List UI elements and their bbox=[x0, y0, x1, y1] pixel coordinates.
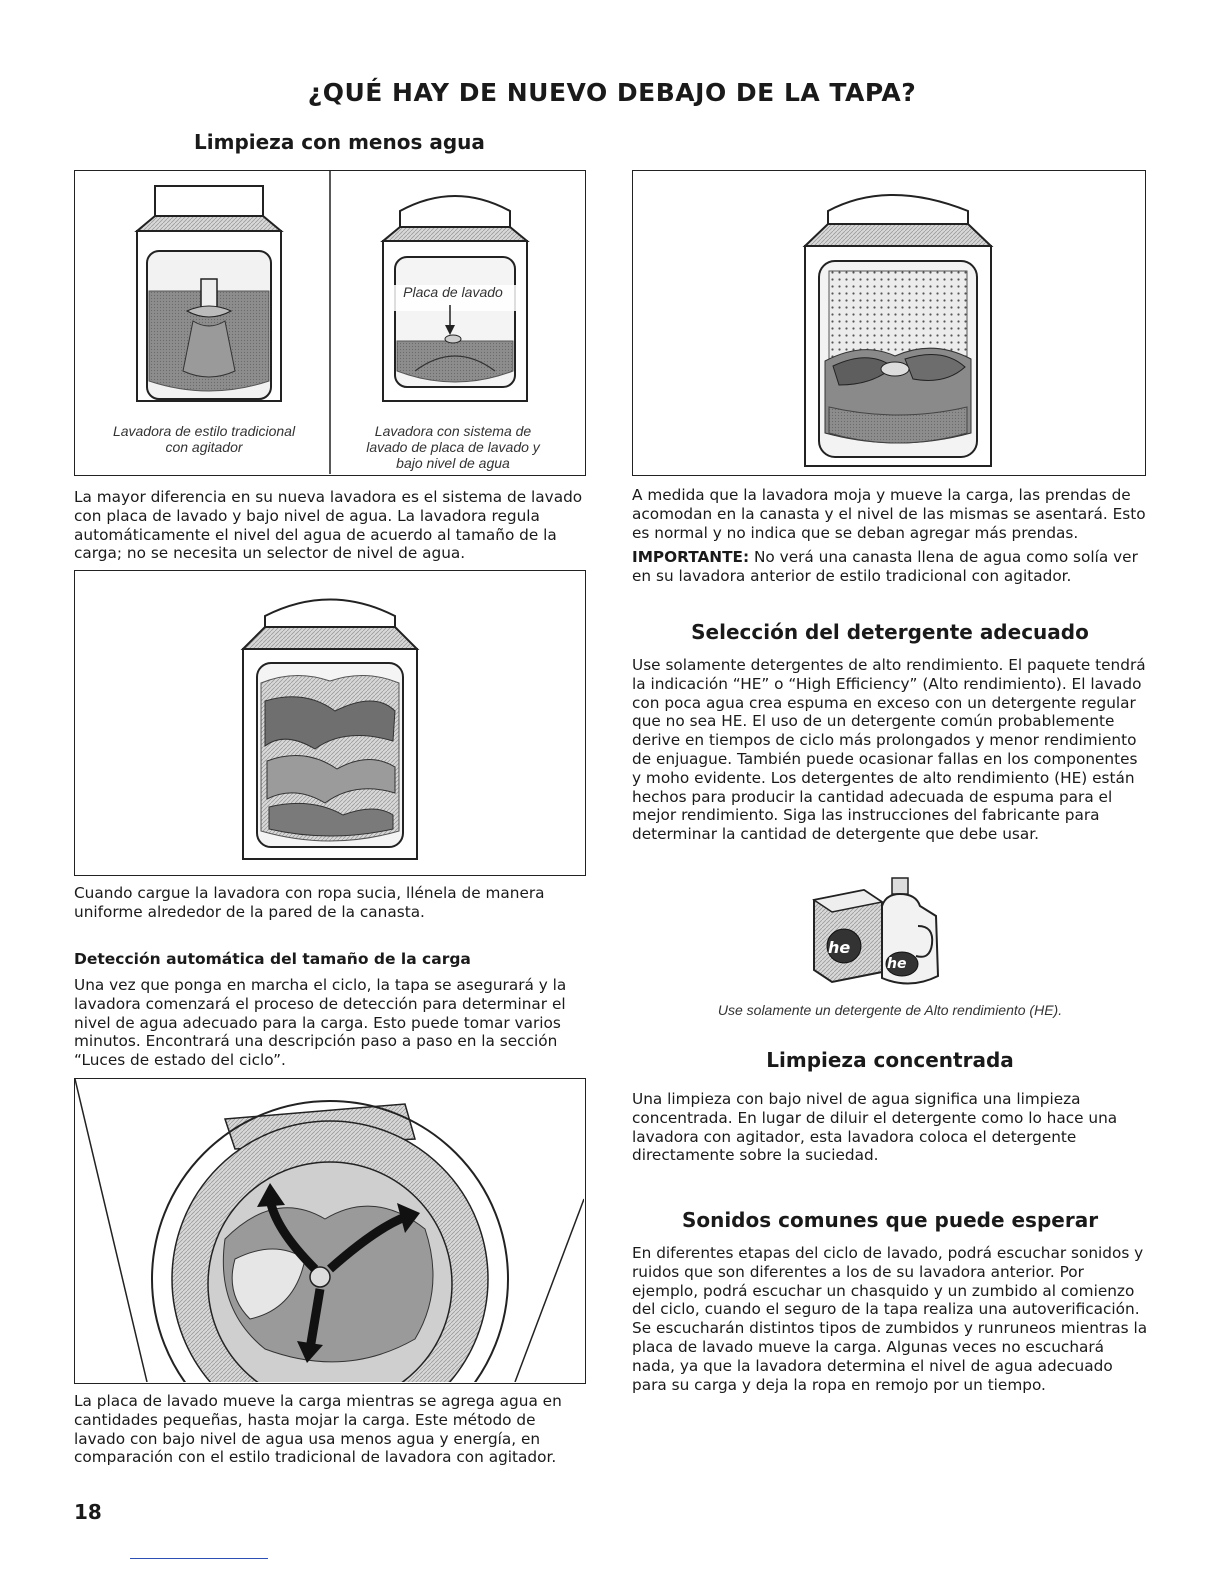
he-logo-bottle: he bbox=[887, 956, 907, 972]
paragraph-detergent: Use solamente detergentes de alto rendimiento. El paquete tendrá la indicación “HE” o “High Efficiency” (Alto rendimiento). El lavado con poca agua crea espuma en exceso con un detergente regular que no sea HE. El uso de un detergente común probablemente derive en tiempos de ciclo más prolongados y menor rendimiento de enjuague. También puede ocasionar fallas en los componentes y moho evidente. Los detergentes de alto rendimiento (HE) están hechos para producir la cantidad adecuada de espuma para el mejor rendimiento. Siga las instrucciones del fabricante para determinar la cantidad de detergente que debe usar. bbox=[632, 656, 1146, 844]
page-number: 18 bbox=[74, 1500, 102, 1524]
important-text: No verá una canasta llena de agua como solía ver en su lavadora anterior de estilo tradicional con agitador. bbox=[632, 548, 1138, 585]
figure-loaded-washer bbox=[74, 570, 586, 876]
paragraph-important bbox=[632, 548, 1148, 586]
traditional-washer-icon bbox=[137, 186, 281, 401]
paragraph-wash-plate-moves: La placa de lavado mueve la carga mientras se agrega agua en cantidades pequeñas, hasta mojar la carga. Este método de lavado con bajo nivel de agua usa menos agua y energía, en comparación con el estilo tradicional de lavadora con agitador. bbox=[74, 1392, 562, 1467]
paragraph-sounds: En diferentes etapas del ciclo de lavado, podrá escuchar sonidos y ruidos que son diferentes a los de su lavadora anterior. Por ejemplo, podrá escuchar un chasquido y un zumbido al comienzo del ciclo, cuando el seguro de la tapa realiza una autoverificación. Se escucharán distintos tipos de zumbidos y runruneos mientras la placa de lavado mueve la carga. Algunas veces no escuchará nada, ya que la lavadora determina el nivel de agua adecuado para su carga y deja la ropa en remojo por un tiempo. bbox=[632, 1244, 1148, 1394]
figure-settled-load bbox=[632, 170, 1146, 476]
figure-washer-comparison bbox=[74, 170, 586, 476]
caption-he-detergent: Use solamente un detergente de Alto rendimiento (HE). bbox=[717, 1002, 1063, 1018]
caption-low-water-washer: Lavadora con sistema de lavado de placa de lavado y bajo nivel de agua bbox=[366, 423, 540, 471]
footer-rule bbox=[130, 1558, 268, 1559]
paragraph-main-difference: La mayor diferencia en su nueva lavadora es el sistema de lavado con placa de lavado y bajo nivel de agua. La lavadora regula automáticamente el nivel del agua de acuerdo al tamaño de la carga; no se necesita un selector de nivel de agua. bbox=[74, 488, 583, 563]
callout-wash-plate: Placa de lavado bbox=[403, 284, 503, 300]
figure-wash-plate-motion bbox=[74, 1078, 586, 1384]
section-heading-detergent: Selección del detergente adecuado bbox=[691, 620, 1089, 644]
page-title: ¿QUÉ HAY DE NUEVO DEBAJO DE LA TAPA? bbox=[307, 78, 917, 107]
settled-load-illustration bbox=[633, 171, 1144, 474]
paragraph-load-settles: A medida que la lavadora moja y mueve la carga, las prendas de acomodan en la canasta y el nivel de las mismas se asentará. Esto es normal y no indica que se deban agregar más prendas. bbox=[632, 486, 1146, 542]
important-label: IMPORTANTE: bbox=[632, 548, 750, 566]
he-logo-box: he bbox=[828, 938, 851, 957]
subheading-load-detection: Detección automática del tamaño de la carga bbox=[74, 950, 471, 968]
loaded-washer-illustration bbox=[75, 571, 584, 874]
wash-plate-motion-illustration bbox=[75, 1079, 584, 1382]
caption-traditional-washer: Lavadora de estilo tradicional con agitador bbox=[112, 423, 296, 455]
section-heading-less-water: Limpieza con menos agua bbox=[194, 130, 485, 154]
section-heading-concentrated: Limpieza concentrada bbox=[766, 1048, 1014, 1072]
paragraph-concentrated: Una limpieza con bajo nivel de agua significa una limpieza concentrada. En lugar de diluir el detergente como lo hace una lavadora con agitador, esta lavadora coloca el detergente directamente sobre la suciedad. bbox=[632, 1090, 1118, 1165]
paragraph-load-detection: Una vez que ponga en marcha el ciclo, la tapa se asegurará y la lavadora comenzará el proceso de detección para determinar el nivel de agua adecuado para la carga. Esto puede tomar varios minutos. Encontrará una descripción paso a paso en la sección “Luces de estado del ciclo”. bbox=[74, 976, 567, 1070]
he-detergent-image bbox=[810, 872, 960, 992]
section-heading-sounds: Sonidos comunes que puede esperar bbox=[681, 1208, 1099, 1232]
paragraph-load-evenly: Cuando cargue la lavadora con ropa sucia, llénela de manera uniforme alrededor de la pared de la canasta. bbox=[74, 884, 545, 921]
